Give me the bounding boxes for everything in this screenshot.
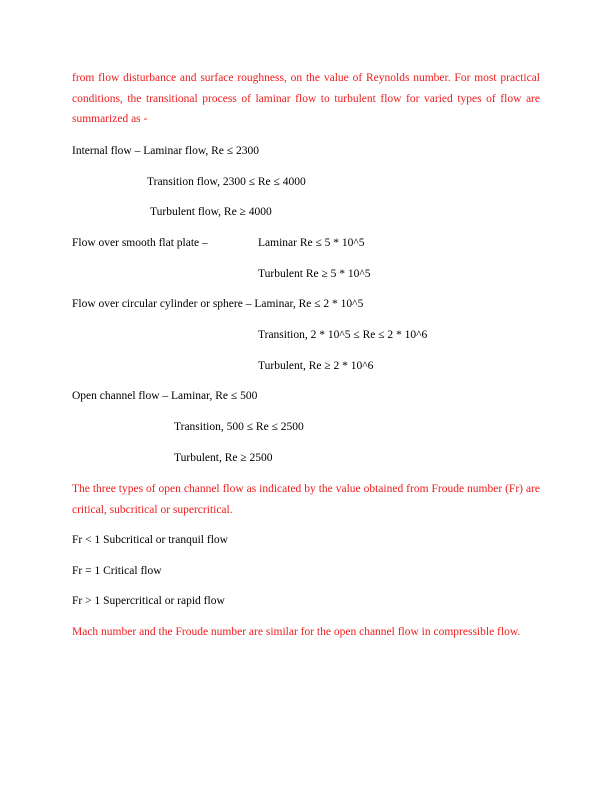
mach-note-paragraph: Mach number and the Froude number are similar for the open channel flow in compressible flow. xyxy=(72,626,521,638)
froude-intro-paragraph: The three types of open channel flow as indicated by the value obtained from Froude number (Fr) are critical, subcritical or supercritical. xyxy=(72,483,540,516)
flat-plate-turbulent: Turbulent Re ≥ 5 * 10^5 xyxy=(258,268,371,280)
open-channel-laminar: Open channel flow – Laminar, Re ≤ 500 xyxy=(72,390,258,402)
intro-paragraph: from flow disturbance and surface roughness, on the value of Reynolds number. For most practical conditions, the transitional process of laminar flow to turbulent flow for varied types of flow are summarized as - xyxy=(72,72,540,125)
internal-flow-turbulent: Turbulent flow, Re ≥ 4000 xyxy=(150,206,272,218)
open-channel-turbulent: Turbulent, Re ≥ 2500 xyxy=(174,452,273,464)
froude-case-supercritical: Fr > 1 Supercritical or rapid flow xyxy=(72,595,225,607)
flat-plate-laminar: Laminar Re ≤ 5 * 10^5 xyxy=(258,237,365,249)
froude-case-subcritical: Fr < 1 Subcritical or tranquil flow xyxy=(72,534,228,546)
froude-case-critical: Fr = 1 Critical flow xyxy=(72,565,162,577)
open-channel-transition: Transition, 500 ≤ Re ≤ 2500 xyxy=(174,421,304,433)
cylinder-turbulent: Turbulent, Re ≥ 2 * 10^6 xyxy=(258,360,374,372)
internal-flow-transition: Transition flow, 2300 ≤ Re ≤ 4000 xyxy=(147,176,306,188)
flat-plate-label: Flow over smooth flat plate – xyxy=(72,237,208,249)
cylinder-transition: Transition, 2 * 10^5 ≤ Re ≤ 2 * 10^6 xyxy=(258,329,428,341)
cylinder-laminar: Flow over circular cylinder or sphere – Laminar, Re ≤ 2 * 10^5 xyxy=(72,298,364,310)
internal-flow-laminar: Internal flow – Laminar flow, Re ≤ 2300 xyxy=(72,145,259,157)
